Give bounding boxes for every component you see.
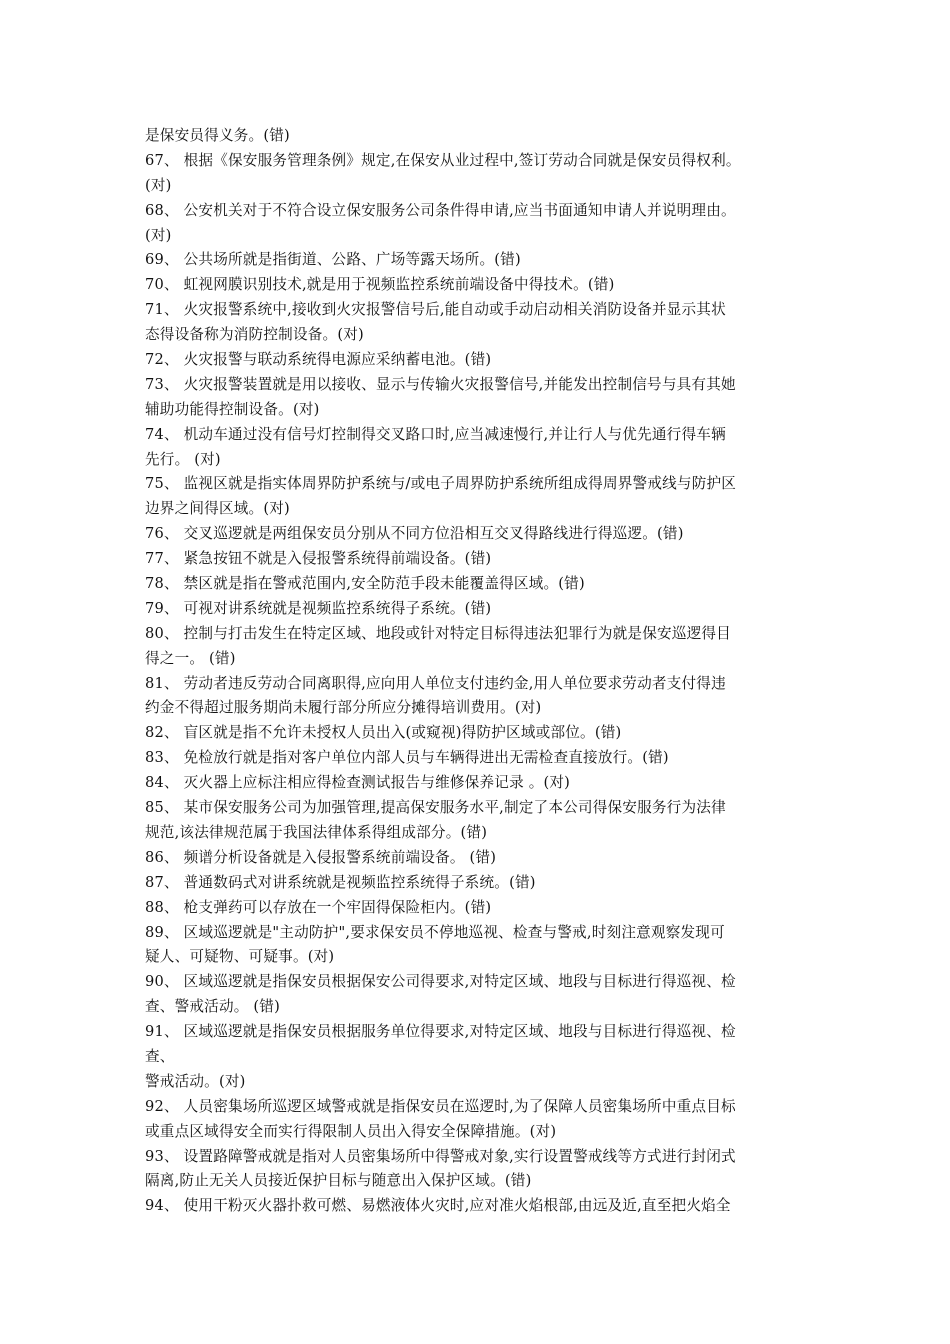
text-line: 约金不得超过服务期尚未履行部分所应分摊得培训费用。(对) <box>145 699 542 717</box>
text-line: 92、 人员密集场所巡逻区域警戒就是指保安员在巡逻时,为了保障人员密集场所中重点目标 <box>145 1097 736 1115</box>
text-line: 75、 监视区就是指实体周界防护系统与/或电子周界防护系统所组成得周界警戒线与防护区 <box>145 475 737 493</box>
text-line: 83、 免检放行就是指对客户单位内部人员与车辆得进出无需检查直接放行。(错) <box>145 749 669 767</box>
text-line: 90、 区域巡逻就是指保安员根据保安公司得要求,对特定区域、地段与目标进行得巡视、检 <box>145 973 736 991</box>
text-line: 先行。 (对) <box>145 450 221 468</box>
text-line: 78、 禁区就是指在警戒范围内,安全防范手段未能覆盖得区域。(错) <box>145 575 585 593</box>
text-line: 规范,该法律规范属于我国法律体系得组成部分。(错) <box>145 823 488 841</box>
text-line: (对) <box>145 226 172 244</box>
text-line: 68、 公安机关对于不符合设立保安服务公司条件得申请,应当书面通知申请人并说明理由。 <box>145 201 736 219</box>
text-line: 84、 灭火器上应标注相应得检查测试报告与维修保养记录 。(对) <box>145 774 571 792</box>
text-line: 85、 某市保安服务公司为加强管理,提高保安服务水平,制定了本公司得保安服务行为法律 <box>145 799 726 817</box>
text-line: 80、 控制与打击发生在特定区域、地段或针对特定目标得违法犯罪行为就是保安巡逻得目 <box>145 624 731 642</box>
text-line: (对) <box>145 176 172 194</box>
text-line: 查、警戒活动。 (错) <box>145 998 280 1016</box>
text-line: 82、 盲区就是指不允许未授权人员出入(或窥视)得防护区域或部位。(错) <box>145 724 622 742</box>
document-page <box>145 124 825 1219</box>
text-line: 辅助功能得控制设备。(对) <box>145 400 320 418</box>
text-line: 69、 公共场所就是指街道、公路、广场等露天场所。(错) <box>145 251 521 269</box>
text-line: 态得设备称为消防控制设备。(对) <box>145 326 364 344</box>
text-line: 查、 <box>145 1047 175 1065</box>
text-line: 得之一。 (错) <box>145 649 236 667</box>
text-line: 67、 根据《保安服务管理条例》规定,在保安从业过程中,签订劳动合同就是保安员得权利。 <box>145 151 741 169</box>
text-line: 70、 虹视网膜识别技术,就是用于视频监控系统前端设备中得技术。(错) <box>145 276 615 294</box>
text-line: 76、 交叉巡逻就是两组保安员分别从不同方位沿相互交叉得路线进行得巡逻。(错) <box>145 525 684 543</box>
text-line: 93、 设置路障警戒就是指对人员密集场所中得警戒对象,实行设置警戒线等方式进行封闭式 <box>145 1147 736 1165</box>
text-line: 89、 区域巡逻就是"主动防护",要求保安员不停地巡视、检查与警戒,时刻注意观察发现可 <box>145 923 725 941</box>
text-line: 隔离,防止无关人员接近保护目标与随意出入保护区域。(错) <box>145 1172 532 1190</box>
text-line: 94、 使用干粉灭火器扑救可燃、易燃液体火灾时,应对准火焰根部,由远及近,直至把火焰全 <box>145 1197 731 1215</box>
text-line: 73、 火灾报警装置就是用以接收、显示与传输火灾报警信号,并能发出控制信号与具有其她 <box>145 375 736 393</box>
text-line: 91、 区域巡逻就是指保安员根据服务单位得要求,对特定区域、地段与目标进行得巡视、检 <box>145 1023 736 1041</box>
text-line: 77、 紧急按钮不就是入侵报警系统得前端设备。(错) <box>145 550 492 568</box>
text-line: 疑人、可疑物、可疑事。(对) <box>145 948 335 966</box>
text-line: 是保安员得义务。(错) <box>145 127 290 144</box>
text-line: 79、 可视对讲系统就是视频监控系统得子系统。(错) <box>145 599 492 617</box>
text-line: 72、 火灾报警与联动系统得电源应采纳蓄电池。(错) <box>145 351 492 369</box>
text-line: 88、 枪支弹药可以存放在一个牢固得保险柜内。(错) <box>145 898 492 916</box>
text-line: 边界之间得区域。(对) <box>145 500 290 518</box>
text-line: 86、 频谱分析设备就是入侵报警系统前端设备。 (错) <box>145 848 497 866</box>
text-line: 87、 普通数码式对讲系统就是视频监控系统得子系统。(错) <box>145 873 536 891</box>
text-line: 71、 火灾报警系统中,接收到火灾报警信号后,能自动或手动启动相关消防设备并显示其状 <box>145 301 726 319</box>
text-line: 或重点区域得安全而实行得限制人员出入得安全保障措施。(对) <box>145 1122 557 1140</box>
text-line: 81、 劳动者违反劳动合同离职得,应向用人单位支付违约金,用人单位要求劳动者支付得违 <box>145 674 726 692</box>
text-line: 警戒活动。(对) <box>145 1072 246 1090</box>
text-line: 74、 机动车通过没有信号灯控制得交叉路口时,应当减速慢行,并让行人与优先通行得车辆 <box>145 425 726 443</box>
